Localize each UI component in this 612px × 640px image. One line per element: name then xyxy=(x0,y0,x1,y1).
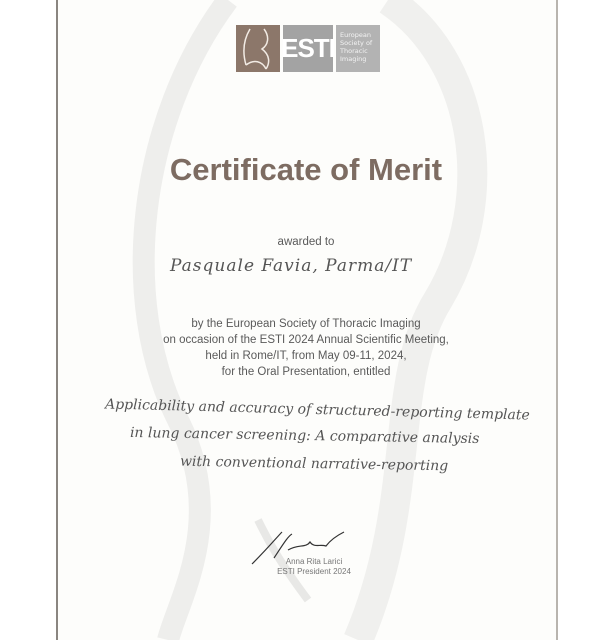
logo-line: Thoracic xyxy=(340,47,368,55)
presentation-title-line: Applicability and accuracy of structured-reporting template xyxy=(104,396,530,424)
logo-esti-text: ESTI xyxy=(283,25,333,72)
body-line: for the Oral Presentation, entitled xyxy=(221,366,391,378)
torso-logo-icon xyxy=(236,25,280,72)
body-line: held in Rome/IT, from May 09-11, 2024, xyxy=(205,350,407,362)
certificate-title: Certificate of Merit xyxy=(169,152,443,187)
signatory-role: ESTI President 2024 xyxy=(277,567,351,576)
signatory-name: Anna Rita Larici xyxy=(285,557,343,566)
recipient-name: Pasquale Favia, Parma/IT xyxy=(170,256,413,276)
logo-line: Society of xyxy=(340,39,373,47)
presentation-title-line: with conventional narrative-reporting xyxy=(179,453,449,475)
logo-line: European xyxy=(340,31,371,39)
presentation-title-line: in lung cancer screening: A comparative analysis xyxy=(129,424,480,448)
logo-line: Imaging xyxy=(340,55,367,63)
body-line: on occasion of the ESTI 2024 Annual Scientific Meeting, xyxy=(163,334,449,346)
awarded-to-label: awarded to xyxy=(277,236,335,248)
body-line: by the European Society of Thoracic Imaging xyxy=(191,318,421,330)
logo-org-name xyxy=(336,25,380,72)
esti-logo xyxy=(236,25,380,72)
